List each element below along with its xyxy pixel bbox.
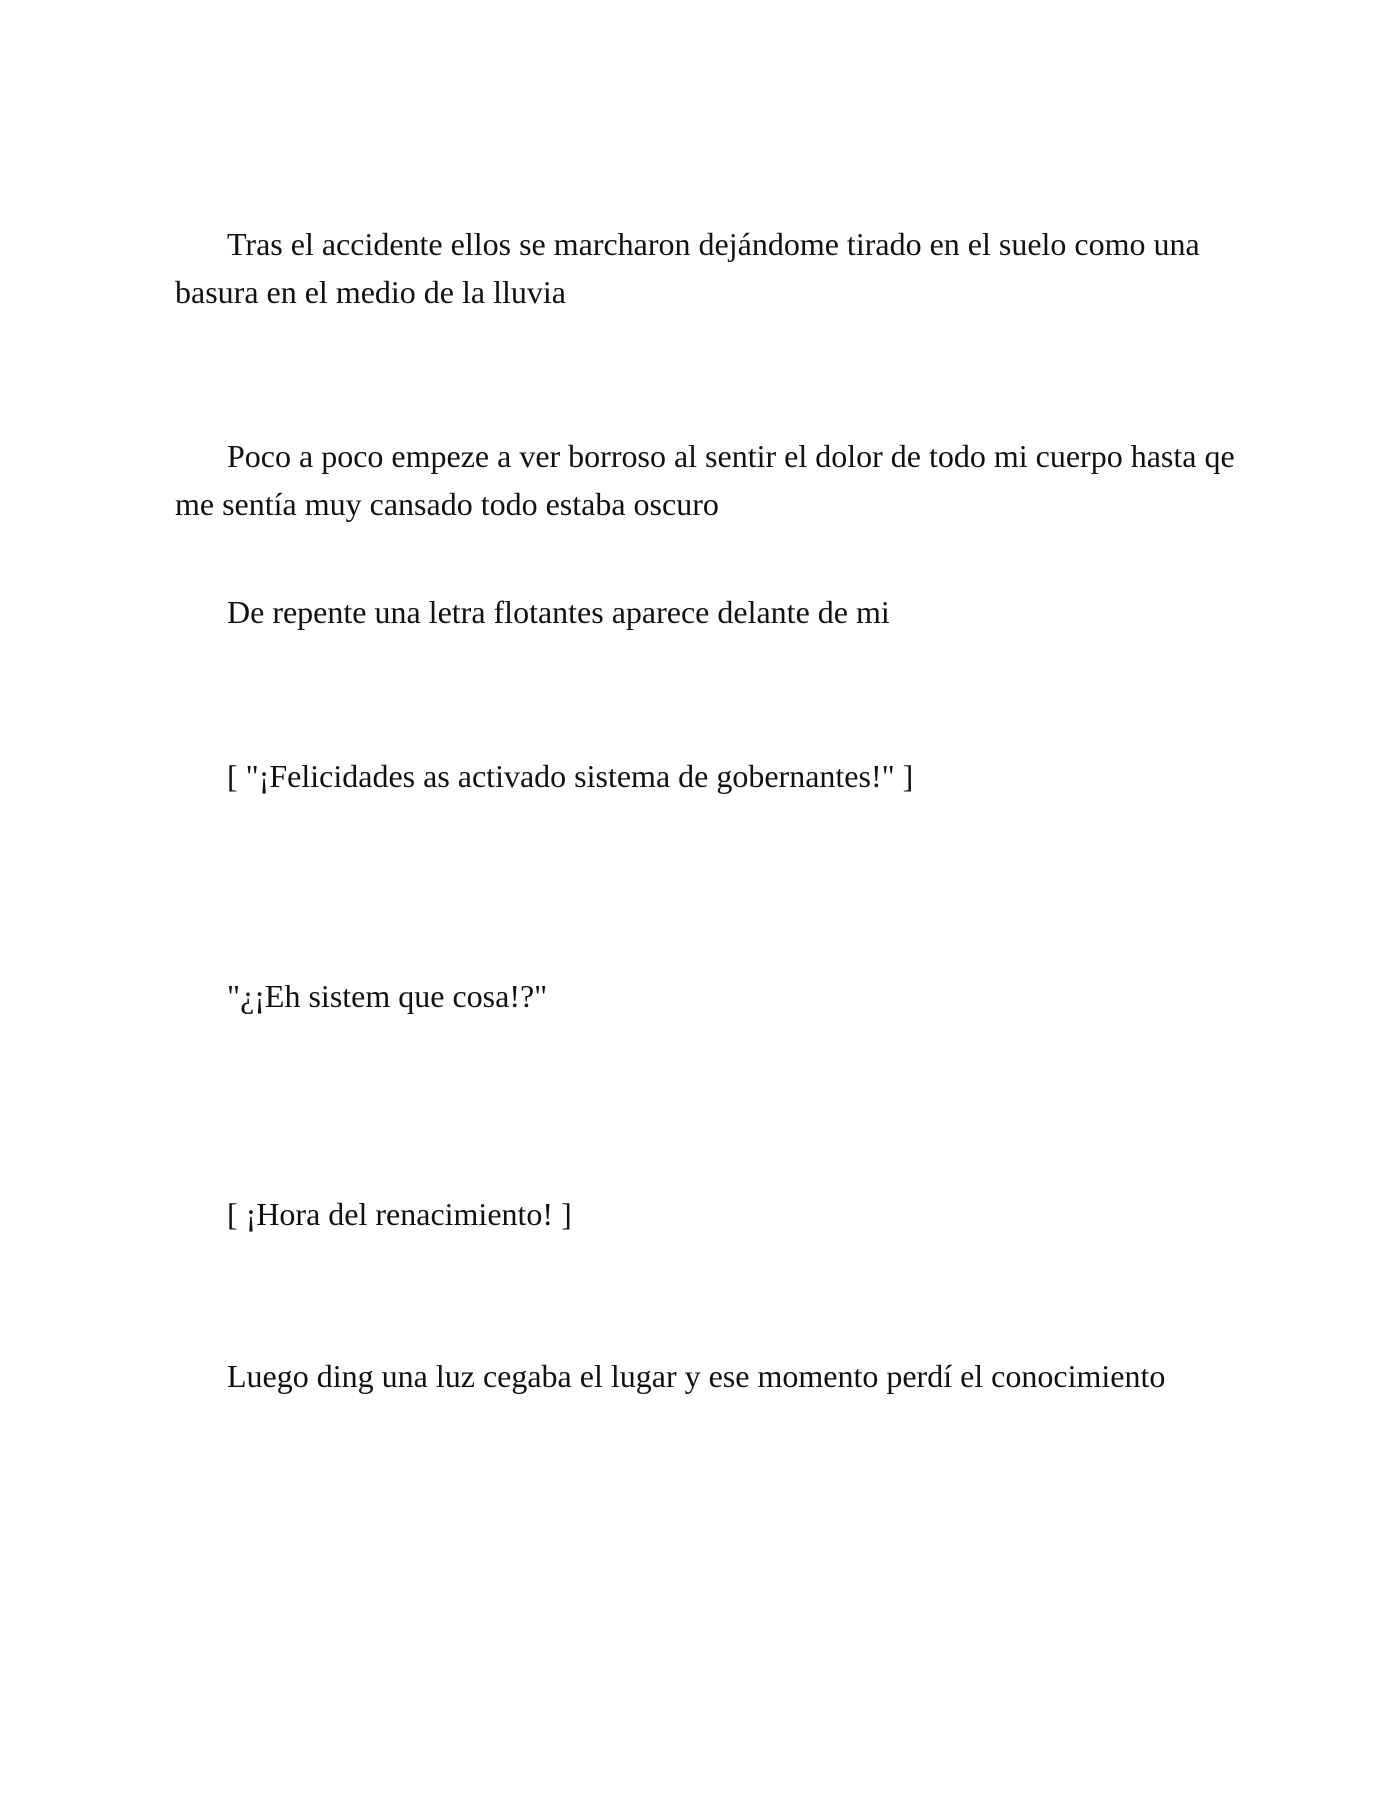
paragraph-blurry-vision: Poco a poco empeze a ver borroso al sentir el dolor de todo mi cuerpo hasta qe me sentía muy cansado todo estaba oscuro [175,438,1235,522]
paragraph-accident: Tras el accidente ellos se marcharon dejándome tirado en el suelo como una basura en el medio de la lluvia [175,226,1200,310]
paragraph-rebirth-message: [ ¡Hora del renacimiento! ] [227,1196,572,1232]
paragraph-dialogue: "¿¡Eh sistem que cosa!?" [227,978,548,1014]
paragraph-floating-letters: De repente una letra flotantes aparece delante de mi [227,594,890,630]
paragraph-blinding-light: Luego ding una luz cegaba el lugar y ese momento perdí el conocimiento [227,1358,1166,1394]
paragraph-system-message: [ "¡Felicidades as activado sistema de gobernantes!" ] [227,758,914,794]
